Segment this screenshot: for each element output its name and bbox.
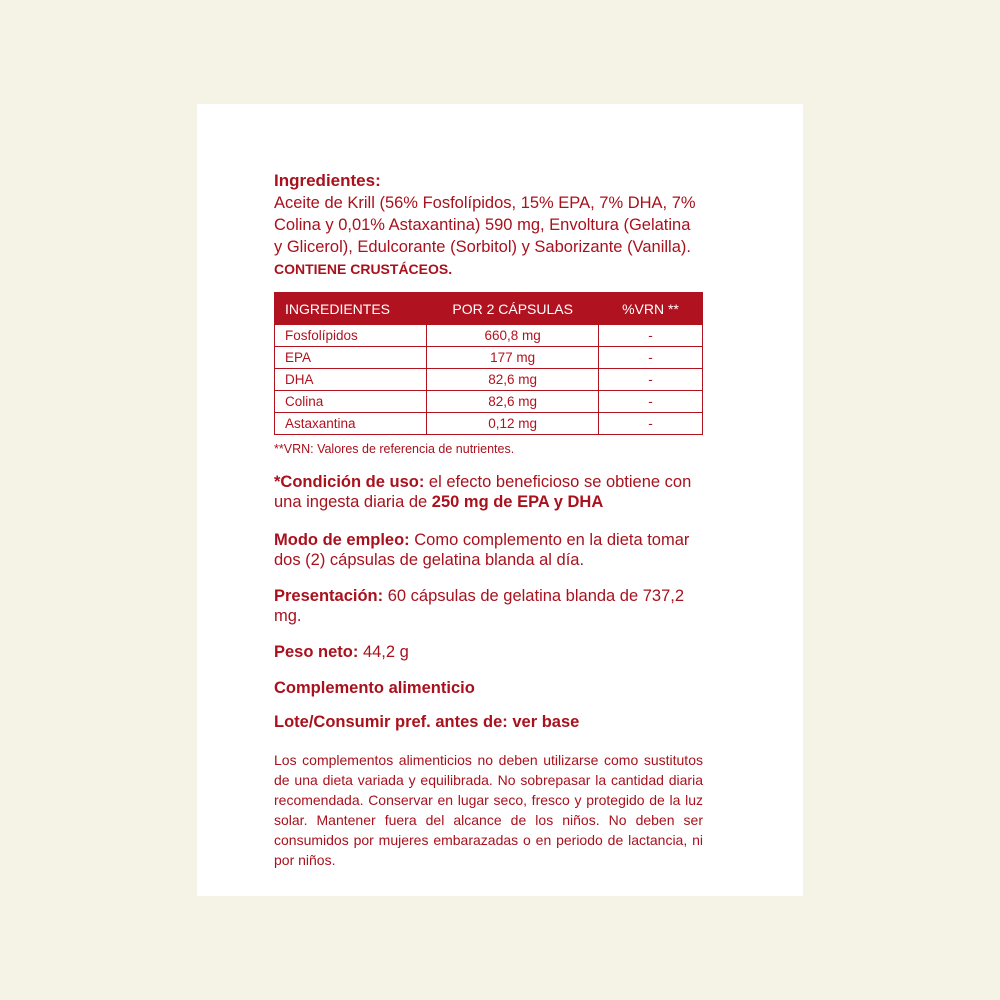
lot-expiry: Lote/Consumir pref. antes de: ver base bbox=[274, 713, 580, 731]
usage-instructions bbox=[274, 530, 703, 570]
usage-label: Modo de empleo: bbox=[274, 531, 410, 549]
row-amount: 177 mg bbox=[427, 347, 599, 369]
row-name: DHA bbox=[275, 369, 427, 391]
header-ingredients: INGREDIENTES bbox=[275, 293, 427, 325]
table-row bbox=[275, 347, 703, 369]
ingredients-text: Aceite de Krill (56% Fosfolípidos, 15% EPA, 7% DHA, 7% Colina y 0,01% Astaxantina) 590 mg, Envoltura (Gelatina y Glicerol), Edulcorante (Sorbitol) y Saborizante (Vanilla). bbox=[274, 194, 696, 256]
table-header-row bbox=[275, 293, 703, 325]
net-weight-label: Peso neto: bbox=[274, 643, 359, 661]
row-name: Colina bbox=[275, 391, 427, 413]
row-vrn: - bbox=[598, 391, 702, 413]
ingredients-title: Ingredientes: bbox=[274, 171, 381, 190]
product-label bbox=[197, 104, 803, 896]
row-name: Astaxantina bbox=[275, 413, 427, 435]
row-amount: 660,8 mg bbox=[427, 325, 599, 347]
presentation-label: Presentación: bbox=[274, 587, 384, 605]
product-category: Complemento alimenticio bbox=[274, 679, 475, 697]
row-amount: 0,12 mg bbox=[427, 413, 599, 435]
header-per-2-capsules: POR 2 CÁPSULAS bbox=[427, 293, 599, 325]
presentation-text: 60 cápsulas de gelatina blanda de 737,2 mg. bbox=[274, 587, 685, 625]
table-row bbox=[275, 369, 703, 391]
row-vrn: - bbox=[598, 325, 702, 347]
condition-highlight: 250 mg de EPA y DHA bbox=[431, 493, 604, 511]
row-amount: 82,6 mg bbox=[427, 369, 599, 391]
condition-text: el efecto beneficioso se obtiene con una ingesta diaria de bbox=[274, 473, 692, 511]
table-row bbox=[275, 413, 703, 435]
condition-label: *Condición de uso: bbox=[274, 473, 425, 491]
row-vrn: - bbox=[598, 347, 702, 369]
row-vrn: - bbox=[598, 413, 702, 435]
table-row bbox=[275, 325, 703, 347]
table-row bbox=[275, 391, 703, 413]
row-amount: 82,6 mg bbox=[427, 391, 599, 413]
allergen-warning: CONTIENE CRUSTÁCEOS. bbox=[274, 261, 453, 277]
disclaimer: Los complementos alimenticios no deben utilizarse como sustitutos de una dieta variada y equilibrada. No sobrepasar la cantidad diaria recomendada. Conservar en lugar seco, fresco y protegido de la luz solar. Mantener fuera del alcance de los niños. No deben ser consumidos por mujeres embarazadas o en periodo de lactancia, ni por niños. bbox=[274, 752, 703, 868]
vrn-footnote: **VRN: Valores de referencia de nutrientes. bbox=[274, 442, 515, 456]
presentation bbox=[274, 586, 703, 626]
row-vrn: - bbox=[598, 369, 702, 391]
net-weight bbox=[274, 642, 703, 662]
row-name: EPA bbox=[275, 347, 427, 369]
condition-of-use bbox=[274, 472, 703, 512]
row-name: Fosfolípidos bbox=[275, 325, 427, 347]
usage-text: Como complemento en la dieta tomar dos (2) cápsulas de gelatina blanda al día. bbox=[274, 531, 690, 569]
header-vrn: %VRN ** bbox=[598, 293, 702, 325]
net-weight-text: 44,2 g bbox=[358, 643, 409, 661]
nutrition-table bbox=[274, 292, 703, 435]
